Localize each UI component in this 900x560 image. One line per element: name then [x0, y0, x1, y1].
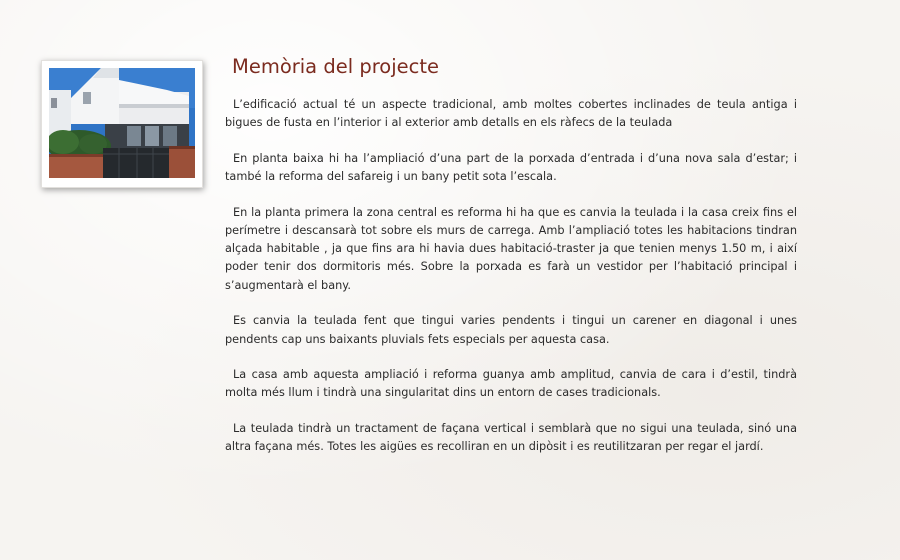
paragraph-existing-building: L’edificació actual té un aspecte tradicional, amb moltes cobertes inclinades de teula antiga i bigues de fusta en l’interior i al exterior amb detalls en els ràfecs de la teulada — [225, 98, 797, 130]
paragraph-roof-facade: La teulada tindrà un tractament de façana vertical i semblarà que no sigui una teulada, sinó una altra façana més. Totes les aigües es recolliran en un dipòsit i es reutilitzaran per regar el jardí. — [225, 422, 797, 454]
project-description — [225, 96, 797, 474]
house-photo-image — [49, 68, 195, 178]
paragraph-ground-floor: En planta baixa hi ha l’ampliació d’una part de la porxada d’entrada i d’una nova sala d’estar; i també la reforma del safareig i un bany petit sota l’escala. — [225, 151, 797, 184]
paragraph-roof-changes: Es canvia la teulada fent que tingui varies pendents i tingui un carener en diagonal i unes pendents cap uns baixants pluvials fets especials per aquesta casa. — [225, 314, 797, 346]
paragraph-house-gains: La casa amb aquesta ampliació i reforma guanya amb amplitud, canvia de cara i d’estil, tindrà molta més llum i tindrà una singularitat dins un entorn de cases tradicionals. — [225, 368, 797, 400]
paragraph-first-floor: En la planta primera la zona central es reforma hi ha que es canvia la teulada i la casa creix fins el perímetre i descansarà tot sobre els murs de carrega. Amb l’ampliació totes les habitacions tindran alçada habitable , ja que fins ara hi havia dues habitació-traster ja que tenien menys 1.50 m, i així poder tenir dos dormitoris més. Sobre la porxada es farà un vestidor per l’habitació principal i s’augmentarà el bany. — [225, 205, 797, 292]
page-title: Memòria del projecte — [232, 55, 439, 78]
project-photo — [41, 60, 203, 188]
